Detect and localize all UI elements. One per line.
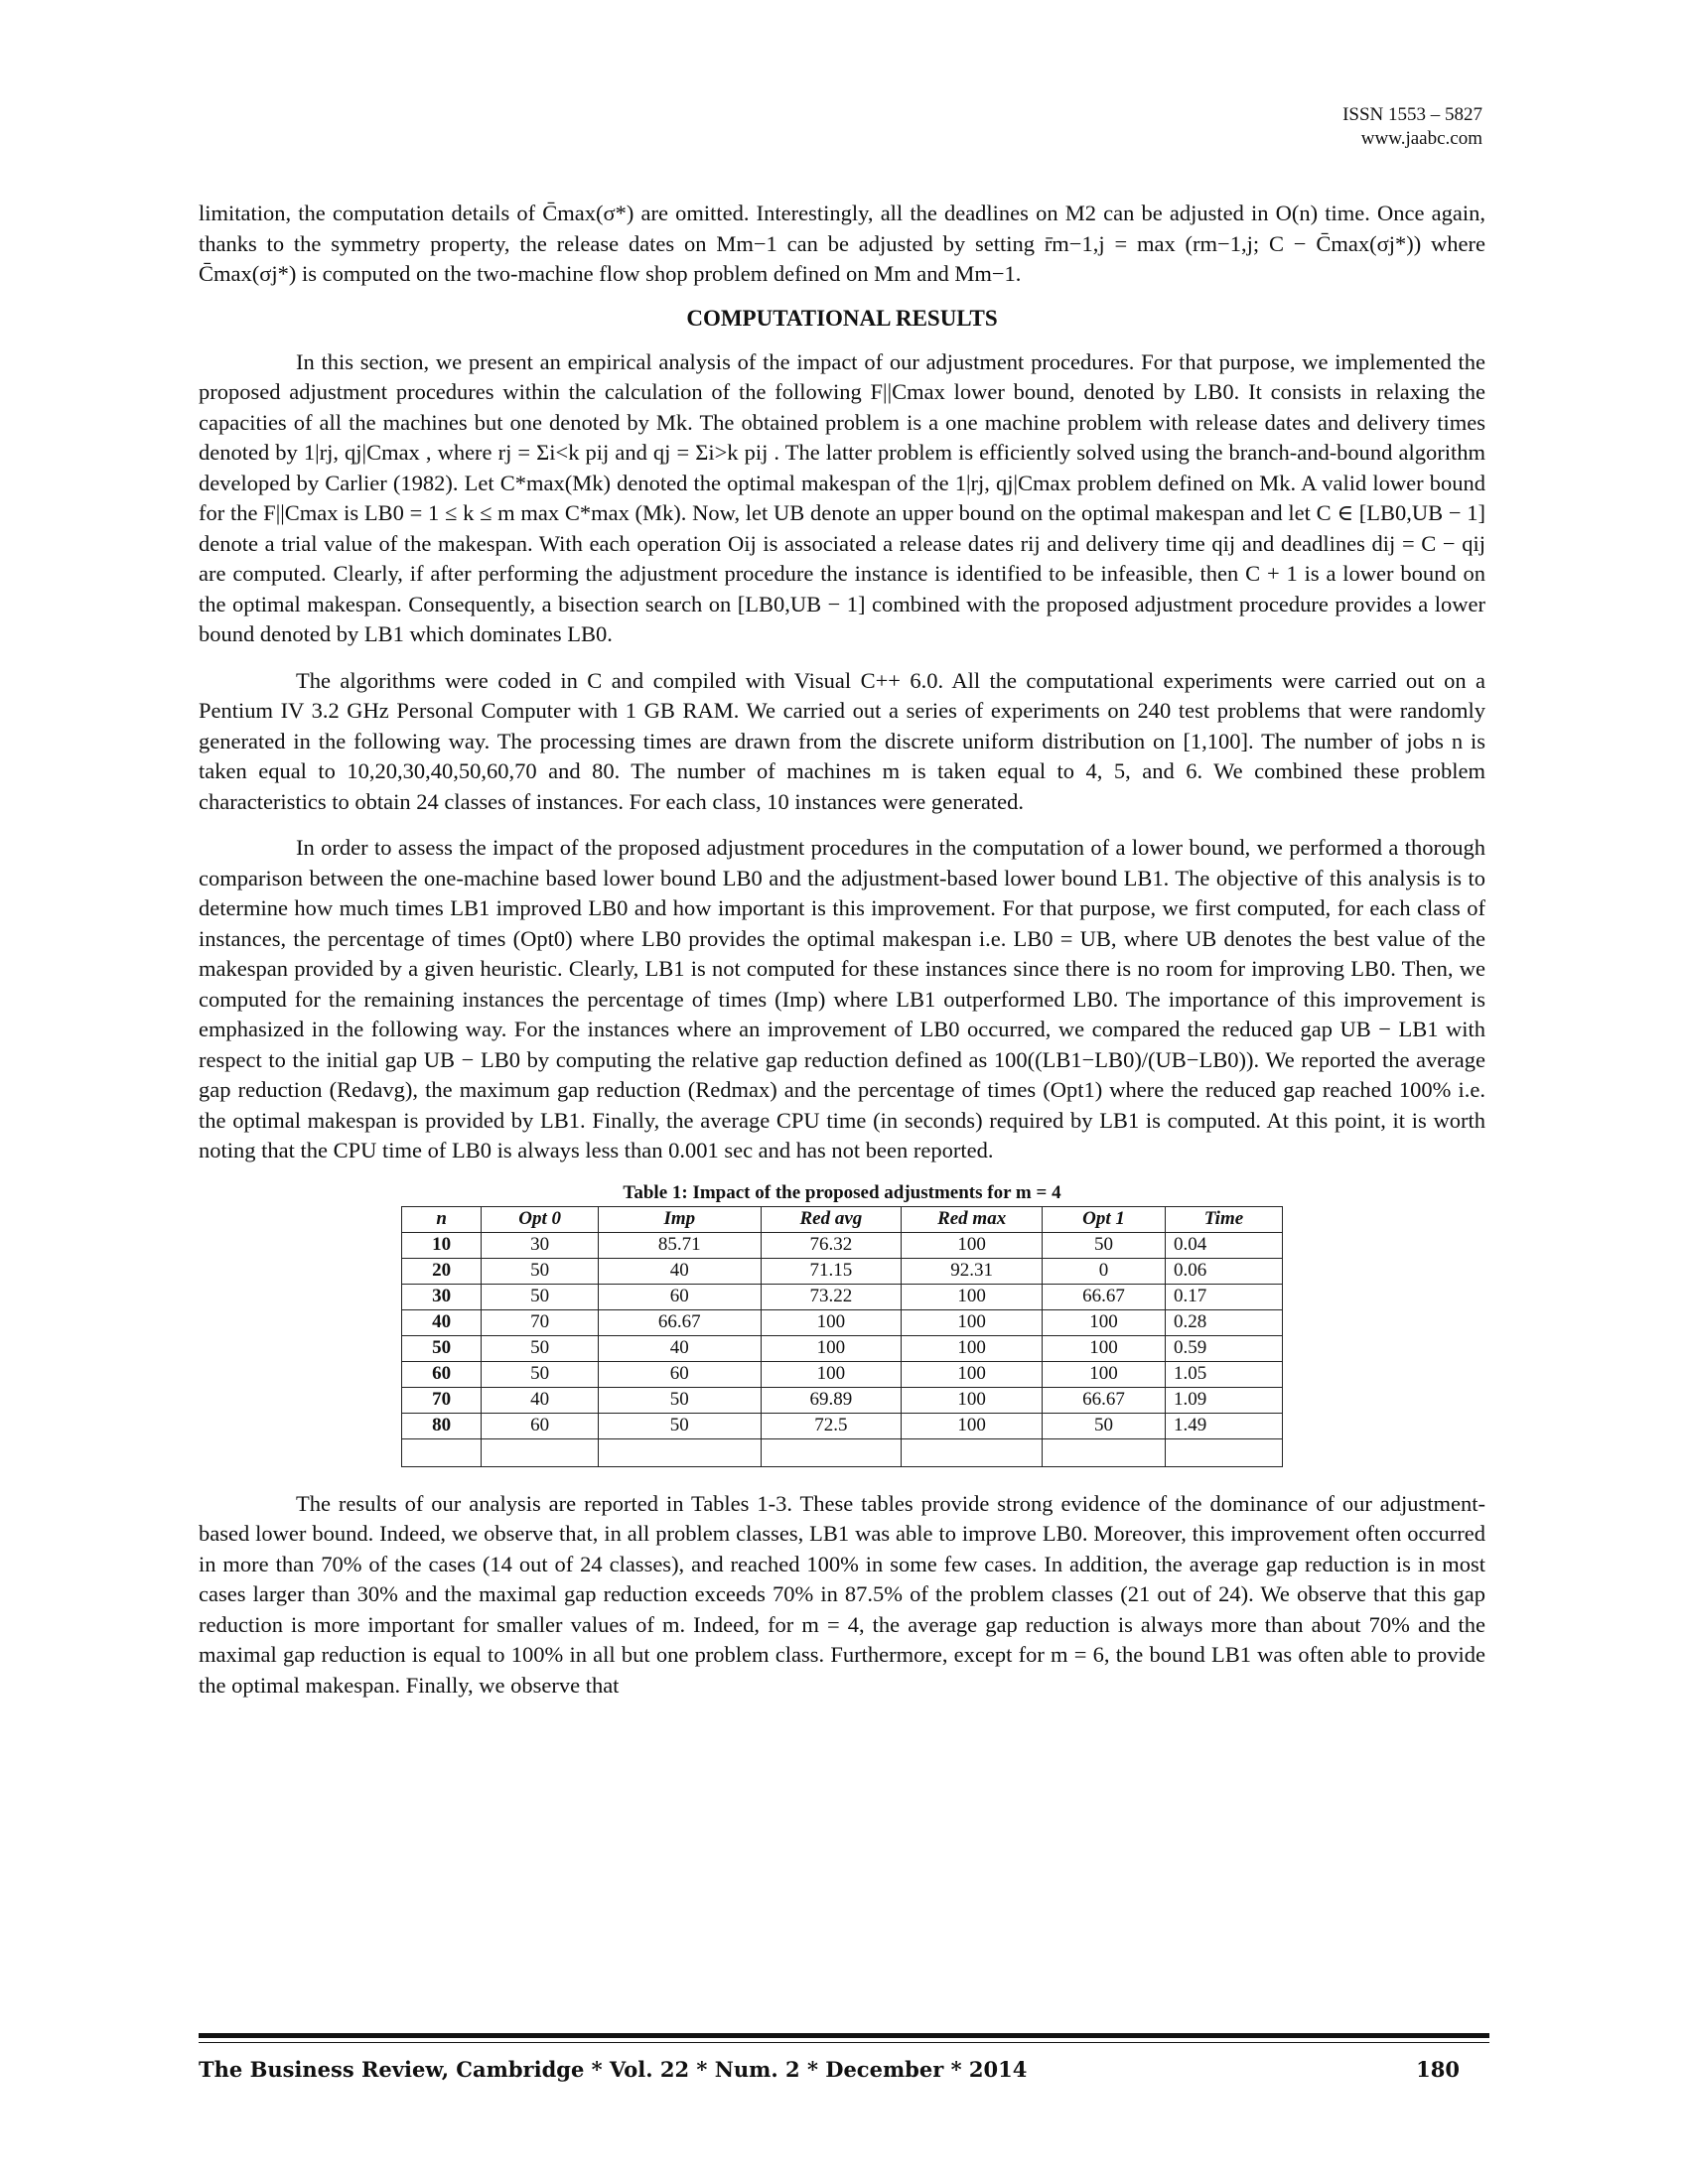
table-cell: 92.31 <box>902 1258 1043 1284</box>
column-header: Red max <box>902 1206 1043 1232</box>
table-cell: 30 <box>402 1284 482 1309</box>
table-row <box>402 1284 1283 1309</box>
table-cell: 71.15 <box>761 1258 902 1284</box>
table-cell: 70 <box>402 1387 482 1413</box>
table-cell: 1.09 <box>1165 1387 1282 1413</box>
table-cell: 40 <box>402 1309 482 1335</box>
issn: ISSN 1553 – 5827 <box>1342 104 1482 125</box>
table-cell: 76.32 <box>761 1232 902 1258</box>
table-row <box>402 1258 1283 1284</box>
page-header <box>1342 103 1482 151</box>
page-number: 180 <box>1416 2057 1460 2082</box>
table-cell <box>1165 1438 1282 1466</box>
table-row-empty <box>402 1438 1283 1466</box>
table-cell: 0.06 <box>1165 1258 1282 1284</box>
table-row <box>402 1387 1283 1413</box>
table-cell: 50 <box>482 1361 599 1387</box>
table-cell: 100 <box>1043 1309 1166 1335</box>
paragraph-analysis: In order to assess the impact of the proposed adjustment procedures in the computation of a lower bound, we performed a thorough comparison between the one-machine based lower bound LB0 and the adjustment-based lower bound LB1. The objective of this analysis is to determine how much times LB1 improved LB0 and how important is this improvement. For that purpose, we first computed, for each class of instances, the percentage of times (Opt0) where LB0 provides the optimal makespan i.e. LB0 = UB, where UB denotes the best value of the makespan provided by a given heuristic. Clearly, LB1 is not computed for these instances since there is no room for improving LB0. Then, we computed for the remaining instances the percentage of times (Imp) where LB1 outperformed LB0. The importance of this improvement is emphasized in the following way. For the instances where an improvement of LB0 occurred, we compared the reduced gap UB − LB1 with respect to the initial gap UB − LB0 by computing the relative gap reduction defined as 100((LB1−LB0)/(UB−LB0)). We reported the average gap reduction (Redavg), the maximum gap reduction (Redmax) and the percentage of times (Opt1) where the reduced gap reached 100% i.e. the optimal makespan is provided by LB1. Finally, the average CPU time (in seconds) required by LB1 is computed. At this point, it is worth noting that the CPU time of LB0 is always less than 0.001 sec and has not been reported. <box>199 835 1485 1162</box>
table-cell: 40 <box>599 1258 761 1284</box>
table-cell: 66.67 <box>1043 1284 1166 1309</box>
table-cell: 50 <box>599 1387 761 1413</box>
table-header-row <box>402 1206 1283 1232</box>
table-cell: 20 <box>402 1258 482 1284</box>
footer-rule-thin <box>199 2042 1489 2043</box>
paragraph-method: In this section, we present an empirical analysis of the impact of our adjustment procedures. For that purpose, we implemented the proposed adjustment procedures within the calculation of the following F||Cmax lower bound, denoted by LB0. It consists in relaxing the capacities of all the machines but one denoted by Mk. The obtained problem is a one machine problem with release dates and delivery times denoted by 1|rj, qj|Cmax , where rj = Σi<k pij and qj = Σi>k pij . The latter problem is efficiently solved using the branch-and-bound algorithm developed by Carlier (1982). Let C*max(Mk) denoted the optimal makespan of the 1|rj, qj|Cmax problem defined on Mk. A valid lower bound for the F||Cmax is LB0 = 1 ≤ k ≤ m max C*max (Mk). Now, let UB denote an upper bound on the optimal makespan and let C ∈ [LB0,UB − 1] denote a trial value of the makespan. With each operation Oij is associated a release dates rij and delivery time qij and deadlines dij = C − qij are computed. Clearly, if after performing the adjustment procedure the instance is identified to be infeasible, then C + 1 is a lower bound on the optimal makespan. Consequently, a bisection search on [LB0,UB − 1] combined with the proposed adjustment procedure provides a lower bound denoted by LB1 which dominates LB0. <box>199 348 1485 646</box>
footer-rule-thick <box>199 2033 1489 2038</box>
table-row <box>402 1361 1283 1387</box>
table-caption: Table 1: Impact of the proposed adjustments for m = 4 <box>623 1181 1061 1203</box>
column-header: Opt 0 <box>482 1206 599 1232</box>
table-cell: 100 <box>902 1335 1043 1361</box>
table-cell: 85.71 <box>599 1232 761 1258</box>
website: www.jaabc.com <box>1360 128 1482 149</box>
table-cell: 1.05 <box>1165 1361 1282 1387</box>
table-cell: 66.67 <box>599 1309 761 1335</box>
journal-citation: The Business Review, Cambridge * Vol. 22 * Num. 2 * December * 2014 <box>199 2057 1028 2082</box>
table-cell: 100 <box>761 1361 902 1387</box>
table-cell: 100 <box>1043 1361 1166 1387</box>
table-cell: 100 <box>902 1284 1043 1309</box>
table-cell: 60 <box>402 1361 482 1387</box>
table-cell <box>402 1438 482 1466</box>
table-cell: 60 <box>599 1284 761 1309</box>
table-cell: 0.17 <box>1165 1284 1282 1309</box>
table-row <box>402 1335 1283 1361</box>
table-cell: 100 <box>902 1361 1043 1387</box>
table-cell: 40 <box>482 1387 599 1413</box>
table-cell: 70 <box>482 1309 599 1335</box>
intro-paragraph: limitation, the computation details of C̄max(σ*) are omitted. Interestingly, all the deadlines on M2 can be adjusted in O(n) time. Once again, thanks to the symmetry property, the release dates on Mm−1 can be adjusted by setting r̄m−1,j = max (rm−1,j; C − C̄max(σj*)) where C̄max(σj*) is computed on the two-machine flow shop problem defined on Mm and Mm−1. <box>199 201 1485 286</box>
column-header: Time <box>1165 1206 1282 1232</box>
table-cell: 100 <box>902 1413 1043 1438</box>
table-cell: 60 <box>599 1361 761 1387</box>
table-cell: 80 <box>402 1413 482 1438</box>
table-cell: 50 <box>1043 1413 1166 1438</box>
table-cell: 100 <box>902 1309 1043 1335</box>
table-cell: 50 <box>402 1335 482 1361</box>
table-row <box>402 1232 1283 1258</box>
table-cell: 100 <box>761 1335 902 1361</box>
table-cell: 100 <box>761 1309 902 1335</box>
data-table <box>401 1206 1283 1467</box>
column-header: Red avg <box>761 1206 902 1232</box>
table-cell: 30 <box>482 1232 599 1258</box>
table-cell: 50 <box>482 1284 599 1309</box>
table-cell: 40 <box>599 1335 761 1361</box>
table-cell <box>761 1438 902 1466</box>
table-row <box>402 1309 1283 1335</box>
column-header: Opt 1 <box>1043 1206 1166 1232</box>
table-cell <box>482 1438 599 1466</box>
table-cell: 50 <box>1043 1232 1166 1258</box>
table-cell: 10 <box>402 1232 482 1258</box>
table-cell: 66.67 <box>1043 1387 1166 1413</box>
table-cell: 60 <box>482 1413 599 1438</box>
table-cell: 50 <box>482 1258 599 1284</box>
paragraph-results: The results of our analysis are reported in Tables 1-3. These tables provide strong evidence of the dominance of our adjustment-based lower bound. Indeed, we observe that, in all problem classes, LB1 was able to improve LB0. Moreover, this improvement often occurred in more than 70% of the cases (14 out of 24 classes), and reached 100% in some few cases. In addition, the average gap reduction is in most cases larger than 30% and the maximal gap reduction exceeds 70% in 87.5% of the problem classes (21 out of 24). We observe that this gap reduction is more important for smaller values of m. Indeed, for m = 4, the average gap reduction is always more than about 70% and the maximal gap reduction is equal to 100% in all but one problem class. Furthermore, except for m = 6, the bound LB1 was often able to provide the optimal makespan. Finally, we observe that <box>199 1490 1485 1698</box>
results-table <box>401 1182 1283 1467</box>
table-cell: 100 <box>1043 1335 1166 1361</box>
table-cell <box>1043 1438 1166 1466</box>
table-cell: 0 <box>1043 1258 1166 1284</box>
section-heading: COMPUTATIONAL RESULTS <box>686 305 998 331</box>
paragraph-setup: The algorithms were coded in C and compiled with Visual C++ 6.0. All the computational experiments were carried out on a Pentium IV 3.2 GHz Personal Computer with 1 GB RAM. We carried out a series of experiments on 240 test problems that were randomly generated in the following way. The processing times are drawn from the discrete uniform distribution on [1,100]. The number of jobs n is taken equal to 10,20,30,40,50,60,70 and 80. The number of machines m is taken equal to 4, 5, and 6. We combined these problem characteristics to obtain 24 classes of instances. For each class, 10 instances were generated. <box>199 667 1485 814</box>
column-header: n <box>402 1206 482 1232</box>
page-footer <box>199 2057 1479 2082</box>
table-cell: 100 <box>902 1387 1043 1413</box>
table-cell: 73.22 <box>761 1284 902 1309</box>
table-row <box>402 1413 1283 1438</box>
table-cell: 50 <box>482 1335 599 1361</box>
table-cell: 0.28 <box>1165 1309 1282 1335</box>
table-cell <box>599 1438 761 1466</box>
table-cell: 69.89 <box>761 1387 902 1413</box>
table-cell: 0.04 <box>1165 1232 1282 1258</box>
article-body <box>199 199 1485 1716</box>
table-cell: 100 <box>902 1232 1043 1258</box>
table-cell: 1.49 <box>1165 1413 1282 1438</box>
table-cell: 50 <box>599 1413 761 1438</box>
table-cell: 0.59 <box>1165 1335 1282 1361</box>
column-header: Imp <box>599 1206 761 1232</box>
table-cell: 72.5 <box>761 1413 902 1438</box>
table-cell <box>902 1438 1043 1466</box>
